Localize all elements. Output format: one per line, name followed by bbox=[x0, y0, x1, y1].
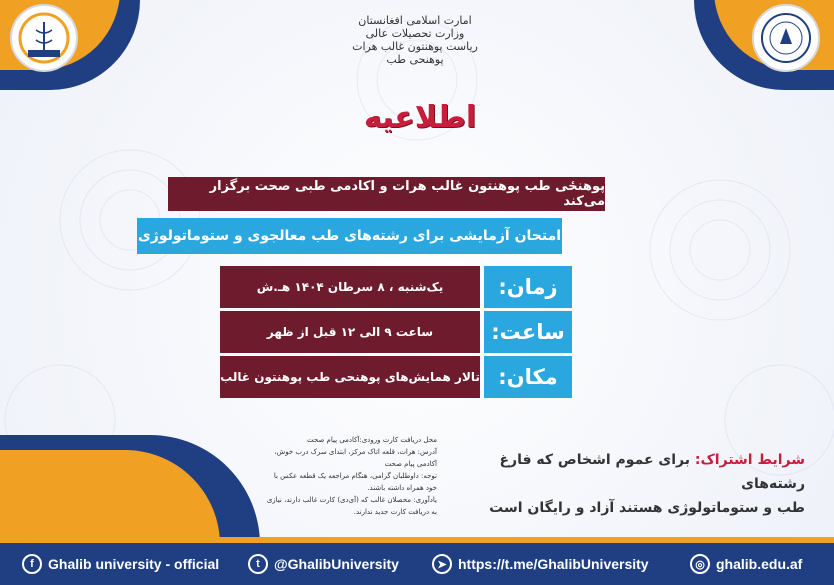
conditions-line2: طب و ستوماتولوژی هستند آزاد و رایگان است bbox=[489, 500, 805, 516]
facebook-text: Ghalib university - official bbox=[48, 556, 220, 572]
header-line: امارت اسلامی افغانستان bbox=[358, 14, 472, 27]
footer-bar bbox=[0, 543, 834, 585]
facebook-icon: f bbox=[22, 554, 42, 574]
website-link[interactable] bbox=[690, 554, 802, 574]
info-value: ساعت ۹ الی ۱۲ قبل از ظهر bbox=[220, 311, 480, 353]
info-row-hour bbox=[220, 311, 572, 353]
website-text: ghalib.edu.af bbox=[716, 556, 803, 572]
info-value: یک‌شنبه ، ۸ سرطان ۱۴۰۴ هـ.ش bbox=[220, 266, 480, 308]
facebook-link[interactable] bbox=[22, 554, 219, 574]
exam-banner: امتحان آزمایشی برای رشته‌های طب معالجوی و ستوماتولوژی bbox=[137, 218, 562, 254]
telegram-icon: ➤ bbox=[432, 554, 452, 574]
note-line: محل دریافت کارت ورودی:آکادمی پیام صحت bbox=[307, 436, 437, 444]
conditions-line1: برای عموم اشخاص که فارغ رشته‌های bbox=[499, 452, 805, 492]
organizer-banner: پوهنځی طب پوهنتون غالب هرات و اکادمی طبی صحت برگزار می‌کند bbox=[168, 177, 605, 211]
web-icon: ◎ bbox=[690, 554, 710, 574]
telegram-text: https://t.me/GhalibUniversity bbox=[458, 556, 649, 572]
note-line: آدرس: هرات، قلعه اتاک مرکز، ابتدای سرک درب خوش، آکادمی پیام صحت bbox=[274, 448, 437, 468]
header-institution bbox=[290, 14, 540, 66]
header-line: وزارت تحصیلات عالی bbox=[365, 27, 465, 40]
notes-block bbox=[262, 434, 437, 518]
twitter-link[interactable] bbox=[248, 554, 399, 574]
info-row-time bbox=[220, 266, 572, 308]
note-line: توجه: داوطلبان گرامی، هنگام مراجعه یک قطعه عکس با خود همراه داشته باشند. bbox=[273, 472, 437, 492]
participation-conditions bbox=[455, 448, 805, 520]
note-line: یادآوری: محصلان غالب که (آی‌دی) کارت غالب دارند، نیازی به دریافت کارت جدید ندارند. bbox=[266, 496, 437, 516]
header-line: پوهنحی طب bbox=[386, 53, 444, 66]
caduceus-icon bbox=[18, 12, 70, 64]
conditions-lead: شرایط اشتراک: bbox=[694, 452, 805, 468]
emblem-icon bbox=[760, 12, 812, 64]
ministry-of-higher-education-logo bbox=[752, 4, 820, 72]
info-value: تالار همایش‌های پوهنحی طب پوهنتون غالب bbox=[220, 356, 480, 398]
twitter-text: @GhalibUniversity bbox=[274, 556, 399, 572]
info-label: ساعت: bbox=[484, 311, 572, 353]
telegram-link[interactable] bbox=[432, 554, 649, 574]
info-label: زمان: bbox=[484, 266, 572, 308]
announcement-title: اطلاعیه bbox=[363, 100, 477, 135]
faculty-of-medicine-logo bbox=[10, 4, 78, 72]
info-label: مکان: bbox=[484, 356, 572, 398]
twitter-icon: t bbox=[248, 554, 268, 574]
header-line: ریاست پوهنتون غالب هرات bbox=[352, 40, 478, 53]
info-row-location bbox=[220, 356, 572, 398]
